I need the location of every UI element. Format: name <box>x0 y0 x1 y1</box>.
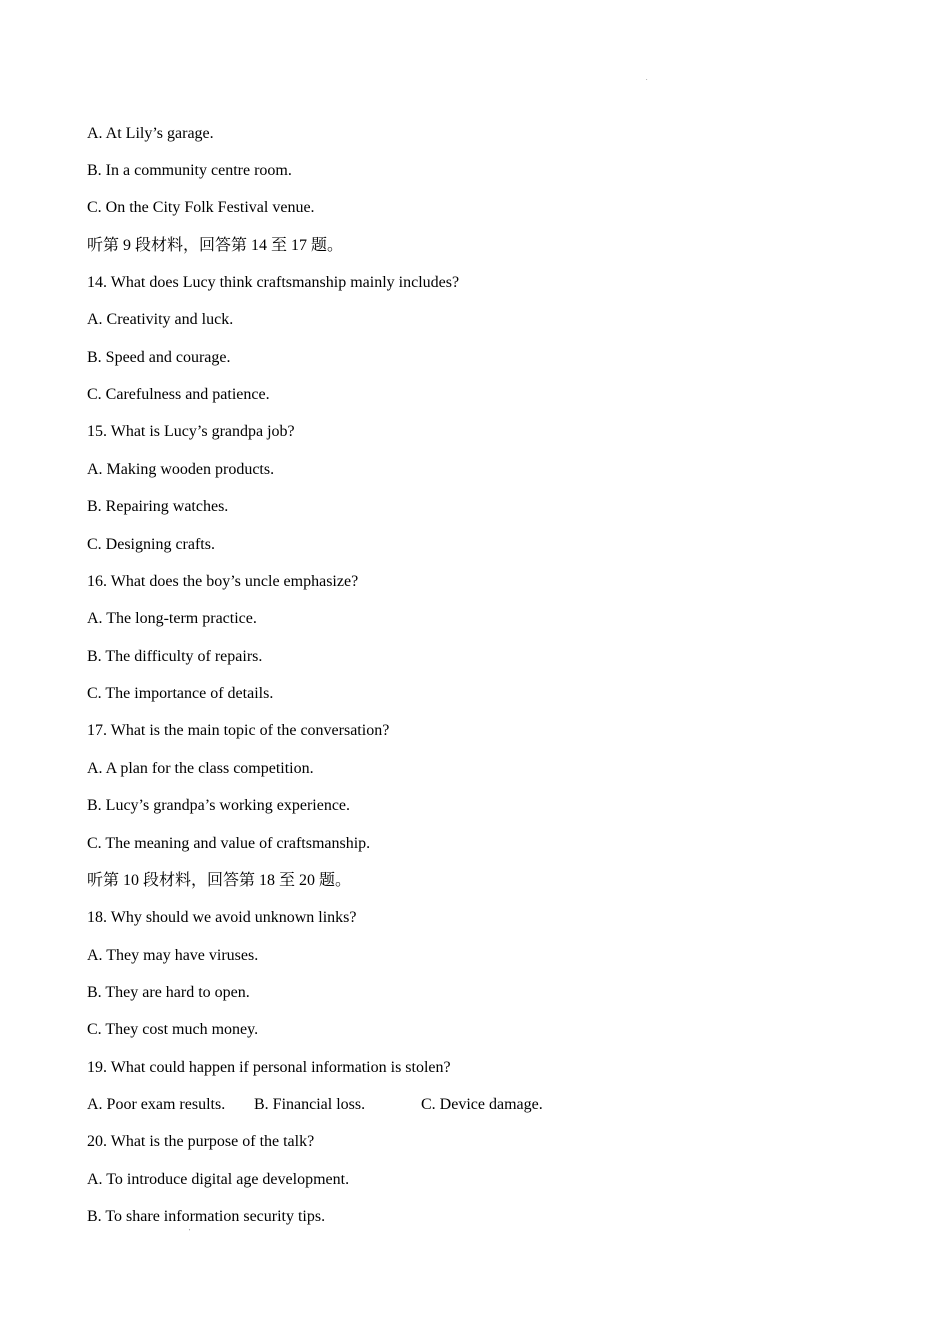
option-line: A. Making wooden products. <box>87 461 275 478</box>
option-line: C. They cost much money. <box>87 1021 259 1038</box>
option-a: A. Poor exam results. <box>87 1096 226 1113</box>
footer-mark: ' <box>189 1229 191 1235</box>
option-line: A. They may have viruses. <box>87 947 259 964</box>
header-mark: . <box>646 76 648 82</box>
option-line: B. They are hard to open. <box>87 984 250 1001</box>
option-line: C. Designing crafts. <box>87 536 215 553</box>
option-line: B. The difficulty of repairs. <box>87 648 263 665</box>
question-18: 18. Why should we avoid unknown links? <box>87 909 357 926</box>
option-line: C. The meaning and value of craftsmanship. <box>87 835 371 852</box>
option-line: A. A plan for the class competition. <box>87 760 314 777</box>
option-line: B. In a community centre room. <box>87 162 292 179</box>
question-16: 16. What does the boy’s uncle emphasize? <box>87 573 359 590</box>
option-line: B. To share information security tips. <box>87 1208 326 1225</box>
question-17: 17. What is the main topic of the conversation? <box>87 722 390 739</box>
question-14: 14. What does Lucy think craftsmanship mainly includes? <box>87 274 460 291</box>
option-line: C. The importance of details. <box>87 685 274 702</box>
option-line: A. To introduce digital age development. <box>87 1171 350 1188</box>
option-line: A. At Lily’s garage. <box>87 125 214 142</box>
option-line: B. Lucy’s grandpa’s working experience. <box>87 797 351 814</box>
question-20: 20. What is the purpose of the talk? <box>87 1133 315 1150</box>
option-line: A. The long-term practice. <box>87 610 257 627</box>
section-instruction: 听第 10 段材料，回答第 18 至 20 题。 <box>87 872 352 889</box>
question-15: 15. What is Lucy’s grandpa job? <box>87 423 295 440</box>
question-19: 19. What could happen if personal information is stolen? <box>87 1059 451 1076</box>
option-line: B. Speed and courage. <box>87 349 231 366</box>
option-b: B. Financial loss. <box>254 1096 366 1113</box>
option-c: C. Device damage. <box>421 1096 543 1113</box>
option-line: C. Carefulness and patience. <box>87 386 270 403</box>
option-line: A. Creativity and luck. <box>87 311 234 328</box>
option-line: C. On the City Folk Festival venue. <box>87 199 315 216</box>
option-line: B. Repairing watches. <box>87 498 229 515</box>
section-instruction: 听第 9 段材料，回答第 14 至 17 题。 <box>87 237 344 254</box>
